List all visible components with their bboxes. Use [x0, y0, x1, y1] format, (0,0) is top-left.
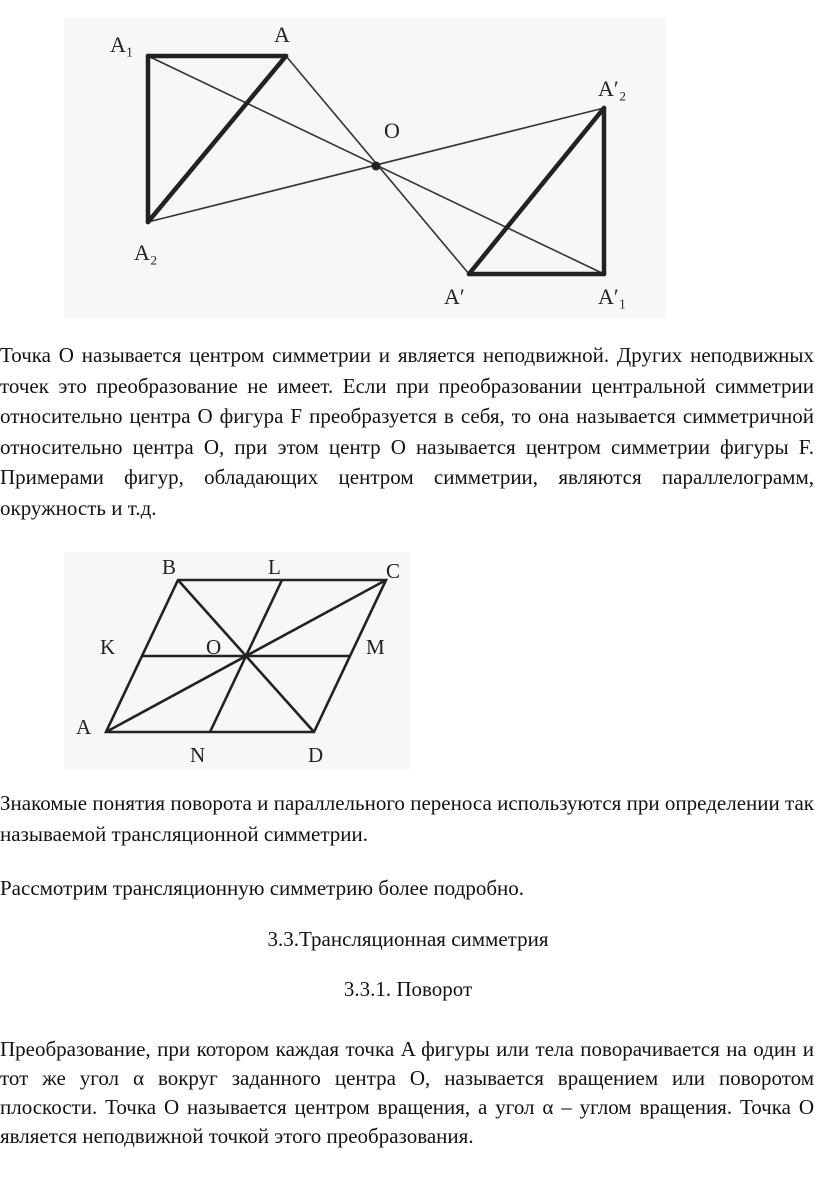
label-a2: A₂	[134, 240, 158, 265]
paragraph-translational-intro: Знакомые понятия поворота и параллельного переноса используются при определении так называемой трансляционной симметрии.	[0, 791, 814, 846]
label-d: D	[308, 743, 324, 767]
label-b: B	[162, 555, 177, 579]
section-heading: 3.3.Трансляционная симметрия	[267, 927, 549, 951]
label-o: O	[206, 635, 222, 659]
label-a-prime: A′	[444, 284, 465, 309]
subsection-heading: 3.3.1. Поворот	[343, 977, 473, 1001]
label-c: C	[386, 559, 401, 583]
label-m: M	[366, 635, 385, 659]
paragraph-rotation-definition: Преобразование, при котором каждая точка A фигуры или тела поворачивается на один и тот же угол α вокруг заданного центра O, называется вращением или поворотом плоскости. Точка O называется центром вращения, а угол α – углом вращения. Точка O является неподвижной точкой этого преобразования.	[0, 1037, 814, 1148]
center-point-o	[372, 162, 381, 171]
parallelogram-diagram	[64, 552, 410, 770]
paragraph-consider: Рассмотрим трансляционную симметрию более подробно.	[0, 876, 525, 900]
label-a: A	[76, 715, 92, 739]
label-a: A	[274, 22, 290, 47]
parallelogram-figure	[64, 552, 410, 770]
label-a-prime-1: A′₁	[598, 284, 627, 309]
label-o: O	[384, 118, 400, 143]
central-symmetry-figure	[64, 18, 666, 318]
label-a-prime-2: A′₂	[598, 76, 627, 101]
label-k: K	[100, 635, 116, 659]
label-a1: A₁	[110, 32, 134, 57]
paragraph-central-symmetry: Точка O называется центром симметрии и является неподвижной. Других неподвижных точек это преобразование не имеет. Если при преобразовании центральной симметрии относительно центра O фигура F преобразуется в себя, то она называется симметричной относительно центра O, при этом центр O называется центром симметрии фигуры F. Примерами фигур, обладающих центром симметрии, являются параллелограмм, окружность и т.д.	[0, 343, 814, 520]
central-symmetry-diagram	[64, 18, 666, 318]
label-l: L	[268, 555, 281, 579]
label-n: N	[190, 743, 206, 767]
